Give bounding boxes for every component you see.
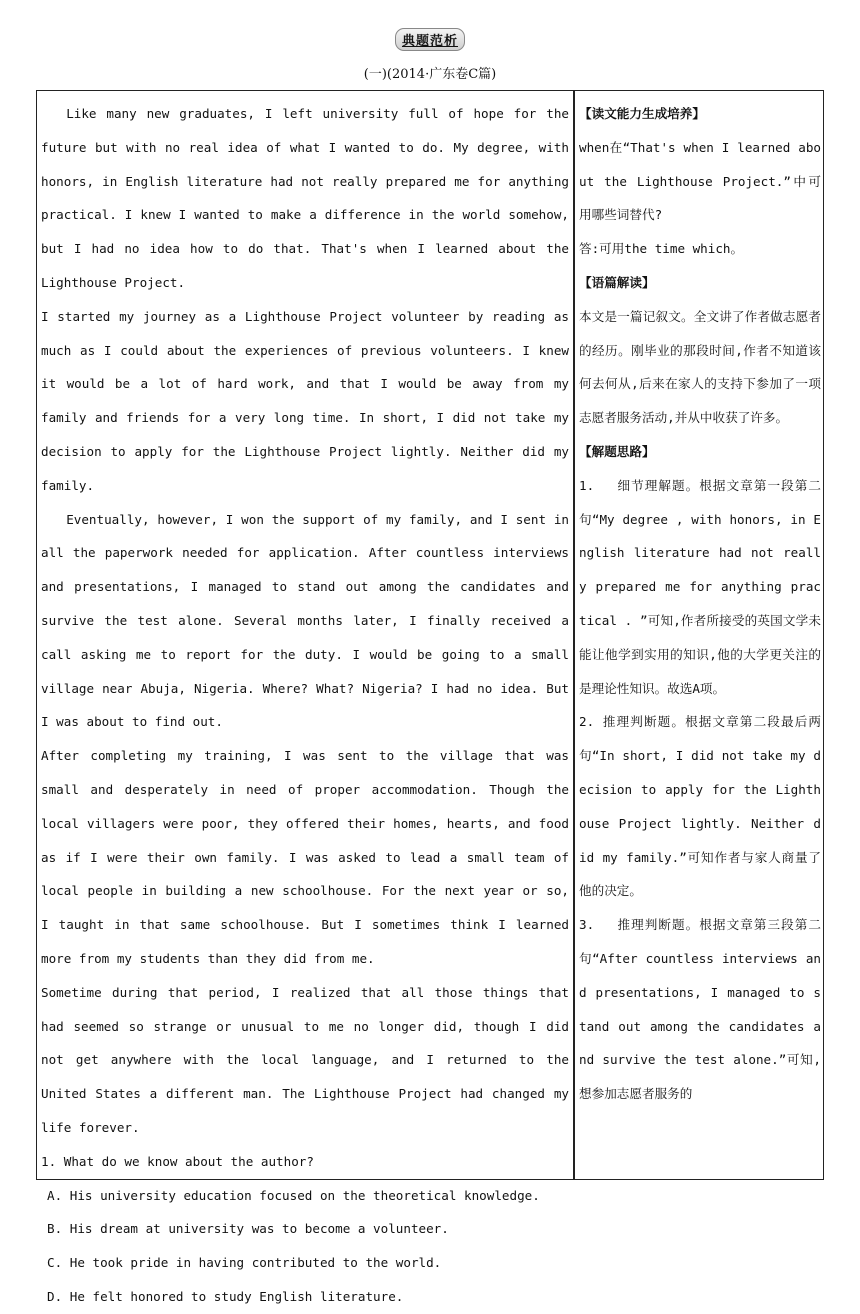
reading-skill-question: when在“That's when I learned about the Lighthouse Project.”中可用哪些词替代?: [579, 139, 821, 223]
solution-2: 2. 推理判断题。根据文章第二段最后两句“In short, I did not take my decision to apply for the Lighthouse Project lightly. Neither did my family.”可知作者与家人商量了他的决定。: [579, 714, 821, 899]
passage-analysis-text: 本文是一篇记叙文。全文讲了作者做志愿者的经历。刚毕业的那段时间,作者不知道该何去何从,后来在家人的支持下参加了一项志愿者服务活动,并从中收获了许多。: [579, 308, 821, 426]
reading-skill-heading: 【读文能力生成培养】: [579, 106, 705, 121]
passage-paragraph-5: Sometime during that period, I realized that all those things that had seemed so strange or unusual to me no longer did, though I did not get anywhere with the local language, and I returned to the United States a different man. The Lighthouse Project had changed my life forever.: [41, 984, 569, 1135]
passage-paragraph-4: After completing my training, I was sent to the village that was small and desperately in need of proper accommodation. Though the local villagers were poor, they offered their homes, hearts, and food as if I were their own family. I was asked to lead a small team of local people in building a new schoolhouse. For the next year or so, I taught in that same schoolhouse. But I sometimes think I learned more from my students than they did from me.: [41, 748, 569, 966]
passage-analysis-heading: 【语篇解读】: [579, 274, 655, 290]
solution-heading: 【解题思路】: [579, 443, 655, 459]
solution-1: 1. 细节理解题。根据文章第一段第二句“My degree , with honors, in English literature had not really prepared me for anything practical . ”可知,作者所接受的英国文学未能让他学到实用的知识,他的大学更关注的是理论性知识。故选A项。: [579, 477, 821, 696]
notes-column: [579, 97, 821, 1111]
column-divider: [573, 90, 575, 1180]
option-b: B. His dream at university was to become a volunteer.: [47, 1221, 449, 1237]
passage-paragraph-2: I started my journey as a Lighthouse Project volunteer by reading as much as I could about the experiences of previous volunteers. I knew it would be a lot of hard work, and that I would be away from my family and friends for a very long time. In short, I did not take my decision to apply for the Lighthouse Project lightly. Neither did my family.: [41, 308, 569, 493]
passage-paragraph-1: Like many new graduates, I left university full of hope for the future but with no real idea of what I wanted to do. My degree, with honors, in English literature had not really prepared me for anything practical. I knew I wanted to make a difference in the world somehow, but I had no idea how to do that. That's when I learned about the Lighthouse Project.: [41, 106, 569, 290]
passage-paragraph-3: Eventually, however, I won the support of my family, and I sent in all the paperwork needed for application. After countless interviews and presentations, I managed to stand out among the candidates and survive the test alone. Several months later, I finally received a call asking me to report for the duty. I would be going to a small village near Abuja, Nigeria. Where? What? Nigeria? I had no idea. But I was about to find out.: [41, 511, 569, 730]
section-badge-label: 典题范析: [395, 28, 465, 51]
passage-column: [41, 97, 569, 1314]
option-d: D. He felt honored to study English literature.: [47, 1288, 404, 1304]
section-badge: [0, 28, 860, 51]
reading-skill-answer: 答:可用the time which。: [579, 241, 744, 257]
exam-source: (一)(2014·广东卷C篇): [363, 67, 497, 82]
solution-3: 3. 推理判断题。根据文章第三段第二句“After countless interviews and presentations, I managed to stand out among the candidates and survive the test alone.”可知,想参加志愿者服务的: [579, 917, 821, 1102]
option-c: C. He took pride in having contributed to the world.: [47, 1255, 442, 1271]
option-a: A. His university education focused on the theoretical knowledge.: [47, 1187, 540, 1203]
question-stem: 1. What do we know about the author?: [41, 1153, 314, 1169]
